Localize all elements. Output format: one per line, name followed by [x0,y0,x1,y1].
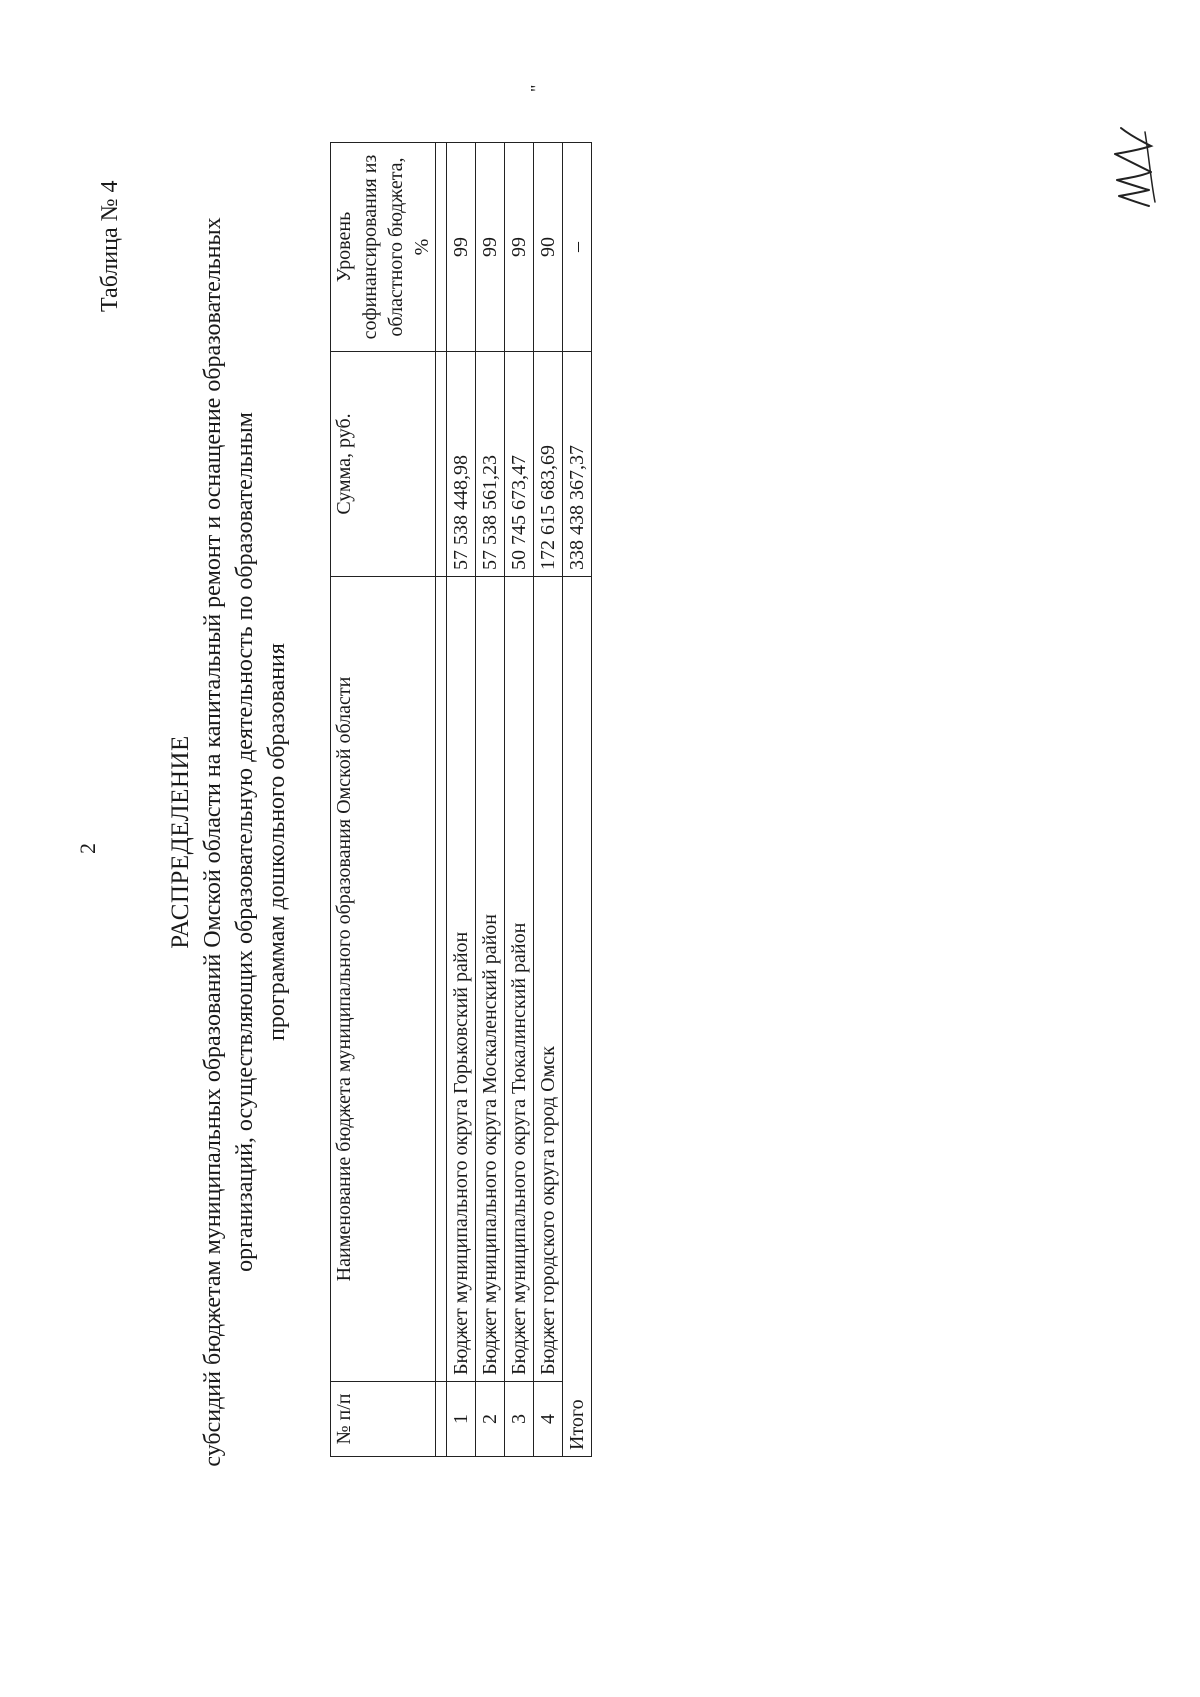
header-level: Уровень софинансирования из областного бюджета, % [331,143,436,352]
table-row [534,143,563,1457]
table-row [476,143,505,1457]
header-num: № п/п [331,1382,436,1457]
total-label: Итого [563,577,592,1457]
header-sum: Сумма, руб. [331,352,436,577]
total-sum: 338 438 367,37 [563,352,592,577]
table-header-row [331,143,436,1457]
row-name: Бюджет муниципального округа Тюкалинский район [505,577,534,1382]
subtitle-line-3: программам дошкольного образования [264,643,290,1041]
distribution-table [330,142,592,1457]
row-num: 2 [476,1382,505,1457]
subtitle-line-1: субсидий бюджетам муниципальных образований Омской области на капитальный ремонт и оснащение образовательных [200,217,226,1467]
table-row [447,143,476,1457]
row-level: 99 [476,143,505,352]
table-row [505,143,534,1457]
row-sum: 50 745 673,47 [505,352,534,577]
handwritten-signature [1105,122,1165,212]
row-sum: 172 615 683,69 [534,352,563,577]
row-sum: 57 538 448,98 [447,352,476,577]
document-title: РАСПРЕДЕЛЕНИЕ [167,735,194,949]
row-num: 1 [447,1382,476,1457]
subtitle-line-2: организаций, осуществляющих образовательную деятельность по образовательным [232,412,258,1272]
row-num: 3 [505,1382,534,1457]
total-level: – [563,143,592,352]
document-title-block [165,117,293,1567]
row-level: 90 [534,143,563,352]
header-name: Наименование бюджета муниципального образования Омской области [331,577,436,1382]
row-name: Бюджет муниципального округа Горьковский район [447,577,476,1382]
row-level: 99 [447,143,476,352]
closing-quote-mark: " [527,84,547,92]
row-name: Бюджет муниципального округа Москаленский район [476,577,505,1382]
table-spacer-row [436,143,447,1457]
table-total-row [563,143,592,1457]
row-num: 4 [534,1382,563,1457]
row-name: Бюджет городского округа город Омск [534,577,563,1382]
row-level: 99 [505,143,534,352]
row-sum: 57 538 561,23 [476,352,505,577]
table-label: Таблица № 4 [97,180,123,312]
page-number: 2 [75,843,100,854]
